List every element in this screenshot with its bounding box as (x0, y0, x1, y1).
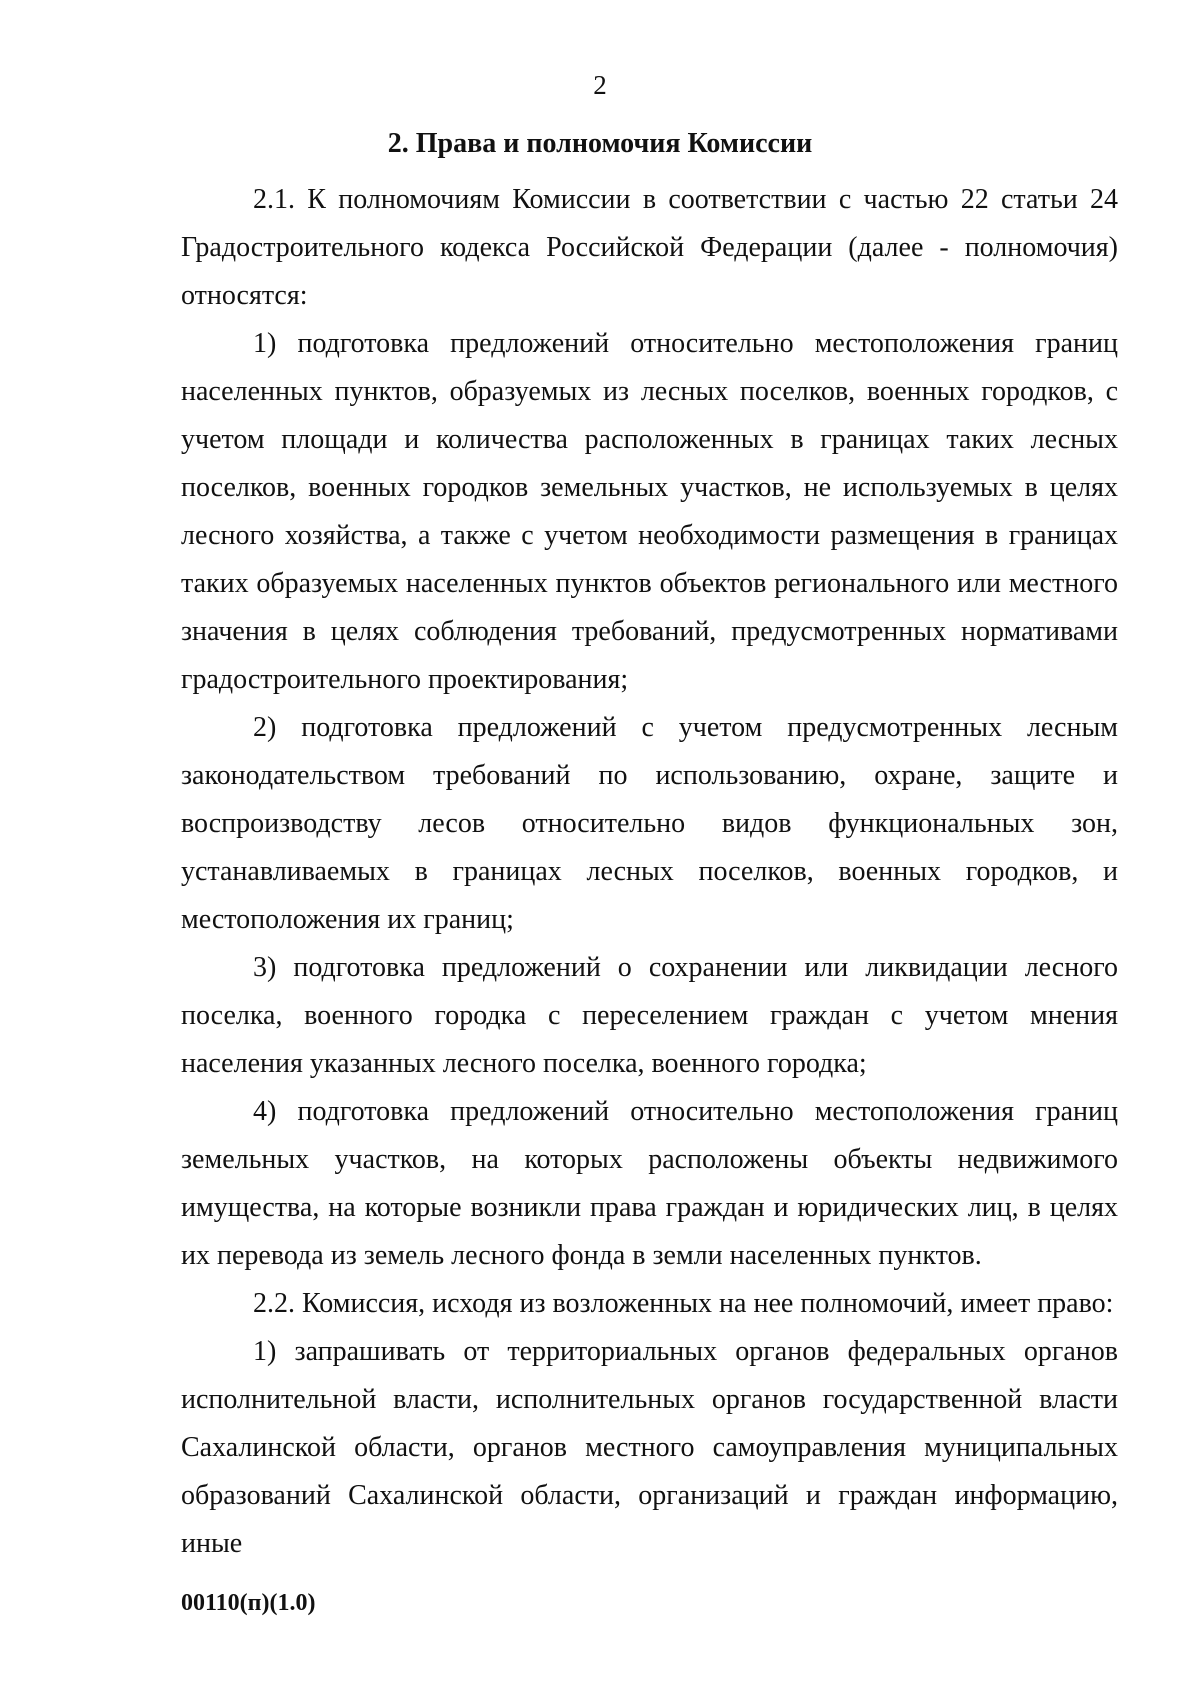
document-body (181, 176, 1118, 1568)
paragraph-2-1: 2.1. К полномочиям Комиссии в соответствии с частью 22 статьи 24 Градостроительного кодекса Российской Федерации (далее - полномочия) относятся: (181, 184, 1118, 311)
paragraph-2-2: 2.2. Комиссия, исходя из возложенных на нее полномочий, имеет право: (253, 1288, 1114, 1319)
page-number: 2 (593, 70, 607, 100)
paragraph-2-1-item-3: 3) подготовка предложений о сохранении или ликвидации лесного поселка, военного городка с переселением граждан с учетом мнения населения указанных лесного поселка, военного городка; (181, 952, 1118, 1079)
paragraph-2-1-item-4: 4) подготовка предложений относительно местоположения границ земельных участков, на которых расположены объекты недвижимого имущества, на которые возникли права граждан и юридических лиц, в целях их перевода из земель лесного фонда в земли населенных пунктов. (181, 1096, 1118, 1271)
section-title: 2. Права и полномочия Комиссии (387, 128, 813, 159)
paragraph-2-1-item-2: 2) подготовка предложений с учетом предусмотренных лесным законодательством требований по использованию, охране, защите и воспроизводству лесов относительно видов функциональных зон, устанавливаемых в границах лесных поселков, военных городков, и местоположения их границ; (181, 712, 1118, 935)
paragraph-2-1-item-1: 1) подготовка предложений относительно местоположения границ населенных пунктов, образуемых из лесных поселков, военных городков, с учетом площади и количества расположенных в границах таких лесных поселков, военных городков земельных участков, не используемых в целях лесного хозяйства, а также с учетом необходимости размещения в границах таких образуемых населенных пунктов объектов регионального или местного значения в целях соблюдения требований, предусмотренных нормативами градостроительного проектирования; (181, 328, 1118, 695)
document-code: 00110(п)(1.0) (181, 1590, 316, 1616)
paragraph-2-2-item-1: 1) запрашивать от территориальных органов федеральных органов исполнительной власти, исполнительных органов государственной власти Сахалинской области, органов местного самоуправления муниципальных образований Сахалинской области, организаций и граждан информацию, иные (181, 1336, 1118, 1559)
